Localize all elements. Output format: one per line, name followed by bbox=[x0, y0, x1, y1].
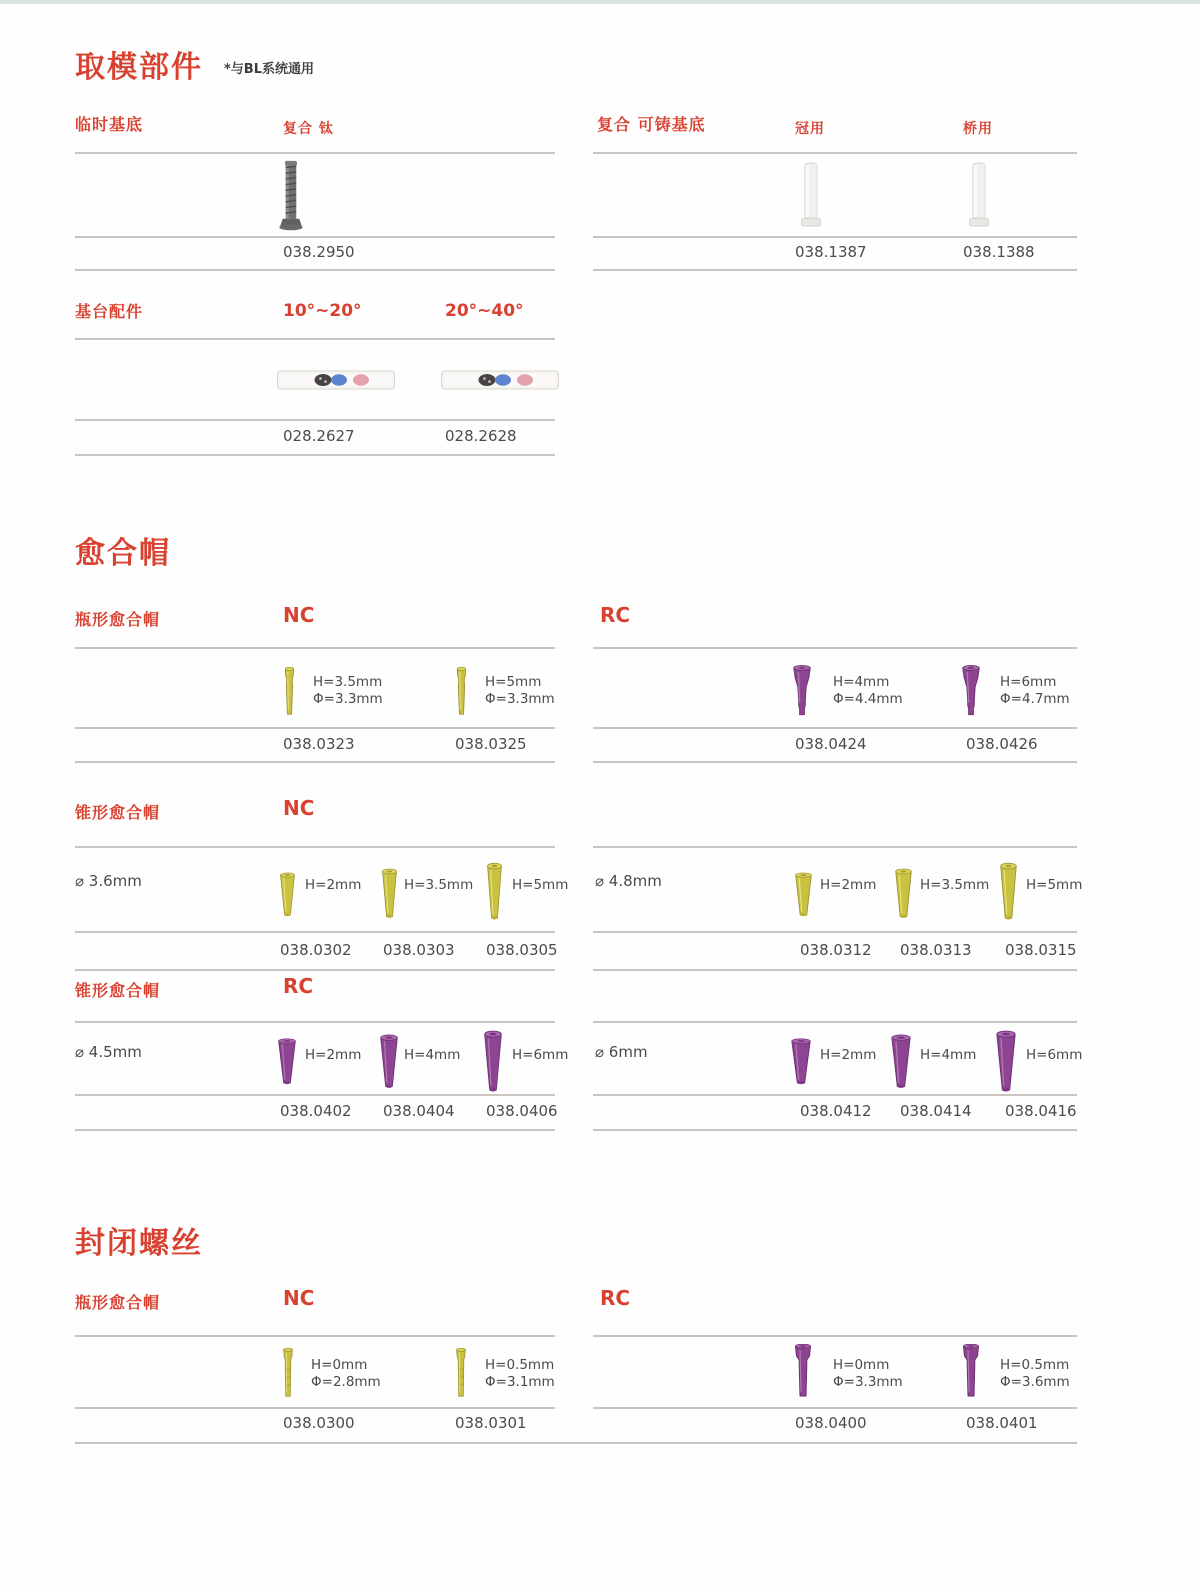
item-code: 038.1388 bbox=[963, 243, 1035, 261]
column-header-angle-10-20: 10°~20° bbox=[283, 301, 362, 321]
conical-healing-cap-icon bbox=[890, 1034, 912, 1090]
conical-healing-cap-icon bbox=[279, 872, 296, 918]
spec-height: H=3.5mm bbox=[313, 674, 383, 690]
divider bbox=[593, 1407, 1077, 1409]
divider bbox=[75, 969, 555, 971]
item-code: 038.1387 bbox=[795, 243, 867, 261]
item-code: 038.0401 bbox=[966, 1414, 1038, 1432]
column-header-rc: RC bbox=[283, 974, 314, 998]
section-title-closure-screws: 封闭螺丝 bbox=[75, 1226, 203, 1261]
spec-height: H=0mm bbox=[833, 1357, 890, 1373]
item-code: 038.0424 bbox=[795, 735, 867, 753]
conical-healing-cap-icon bbox=[894, 868, 913, 920]
item-code: 038.0426 bbox=[966, 735, 1038, 753]
divider bbox=[593, 1021, 1077, 1023]
divider bbox=[593, 647, 1077, 649]
spec-height: H=2mm bbox=[820, 877, 877, 893]
conical-healing-cap-icon bbox=[999, 862, 1018, 922]
spec-height: H=2mm bbox=[305, 877, 362, 893]
divider bbox=[593, 846, 1077, 848]
table-label-conical-healing-cap: 锥形愈合帽 bbox=[75, 981, 161, 1000]
divider bbox=[593, 269, 1077, 271]
spec-height: H=6mm bbox=[1026, 1047, 1083, 1063]
column-header-bridge: 桥用 bbox=[963, 121, 993, 137]
conical-healing-cap-icon bbox=[995, 1030, 1017, 1094]
conical-healing-cap-icon bbox=[381, 868, 398, 920]
divider bbox=[75, 1094, 555, 1096]
divider bbox=[593, 761, 1077, 763]
divider bbox=[593, 931, 1077, 933]
spec-height: H=0.5mm bbox=[485, 1357, 555, 1373]
table-label-bottle-healing-cap: 瓶形愈合帽 bbox=[75, 610, 161, 629]
item-code: 038.0325 bbox=[455, 735, 527, 753]
divider bbox=[75, 1407, 555, 1409]
blister-strip-icon bbox=[276, 366, 396, 394]
item-code: 038.0406 bbox=[486, 1102, 558, 1120]
divider bbox=[75, 761, 555, 763]
castable-cylinder-icon bbox=[797, 160, 825, 230]
column-header-crown: 冠用 bbox=[795, 121, 825, 137]
spec-diameter: Φ=4.7mm bbox=[1000, 691, 1070, 707]
divider bbox=[75, 338, 555, 340]
conical-healing-cap-icon bbox=[379, 1034, 399, 1090]
divider bbox=[75, 1129, 555, 1131]
item-code: 038.0323 bbox=[283, 735, 355, 753]
divider bbox=[75, 1442, 1077, 1444]
item-code: 038.0312 bbox=[800, 941, 872, 959]
item-code: 038.2950 bbox=[283, 243, 355, 261]
page-top-edge bbox=[0, 0, 1200, 4]
divider bbox=[75, 454, 555, 456]
spec-height: H=4mm bbox=[833, 674, 890, 690]
item-code: 038.0305 bbox=[486, 941, 558, 959]
row-diameter-label: ⌀ 3.6mm bbox=[75, 872, 142, 890]
divider bbox=[593, 1129, 1077, 1131]
spec-height: H=0mm bbox=[311, 1357, 368, 1373]
divider bbox=[593, 1094, 1077, 1096]
bottle-healing-cap-icon bbox=[791, 664, 813, 720]
spec-height: H=2mm bbox=[820, 1047, 877, 1063]
divider bbox=[75, 647, 555, 649]
row-diameter-label: ⌀ 6mm bbox=[595, 1043, 648, 1061]
spec-height: H=4mm bbox=[404, 1047, 461, 1063]
item-code: 038.0302 bbox=[280, 941, 352, 959]
bottle-healing-cap-icon bbox=[282, 666, 297, 718]
conical-healing-cap-icon bbox=[790, 1038, 812, 1086]
divider bbox=[593, 727, 1077, 729]
item-code: 038.0404 bbox=[383, 1102, 455, 1120]
spec-diameter: Φ=3.3mm bbox=[485, 691, 555, 707]
castable-cylinder-icon bbox=[965, 160, 993, 230]
column-header-nc: NC bbox=[283, 1286, 315, 1310]
table-label-castable-base: 复合 可铸基底 bbox=[597, 115, 706, 134]
divider bbox=[75, 269, 555, 271]
conical-healing-cap-icon bbox=[794, 872, 813, 918]
item-code: 038.0402 bbox=[280, 1102, 352, 1120]
divider bbox=[593, 969, 1077, 971]
divider bbox=[75, 1021, 555, 1023]
item-code: 038.0416 bbox=[1005, 1102, 1077, 1120]
spec-diameter: Φ=4.4mm bbox=[833, 691, 903, 707]
section-title-impression-parts: 取模部件 bbox=[75, 50, 203, 85]
spec-height: H=0.5mm bbox=[1000, 1357, 1070, 1373]
closure-screw-icon bbox=[793, 1344, 813, 1402]
item-code: 038.0301 bbox=[455, 1414, 527, 1432]
column-header-nc: NC bbox=[283, 603, 315, 627]
divider bbox=[75, 236, 555, 238]
closure-screw-icon bbox=[961, 1344, 981, 1402]
spec-height: H=2mm bbox=[305, 1047, 362, 1063]
item-code: 028.2628 bbox=[445, 427, 517, 445]
row-diameter-label: ⌀ 4.8mm bbox=[595, 872, 662, 890]
titanium-temporary-abutment-icon bbox=[276, 158, 306, 234]
divider bbox=[593, 152, 1077, 154]
column-header-rc: RC bbox=[600, 1286, 631, 1310]
item-code: 038.0400 bbox=[795, 1414, 867, 1432]
spec-height: H=5mm bbox=[512, 877, 569, 893]
divider bbox=[593, 1335, 1077, 1337]
item-code: 028.2627 bbox=[283, 427, 355, 445]
item-code: 038.0315 bbox=[1005, 941, 1077, 959]
section-title-healing-caps: 愈合帽 bbox=[75, 536, 171, 571]
spec-diameter: Φ=3.3mm bbox=[833, 1374, 903, 1390]
bottle-healing-cap-icon bbox=[960, 664, 982, 720]
conical-healing-cap-icon bbox=[483, 1030, 503, 1094]
item-code: 038.0313 bbox=[900, 941, 972, 959]
table-label-conical-healing-cap: 锥形愈合帽 bbox=[75, 803, 161, 822]
divider bbox=[75, 931, 555, 933]
divider bbox=[75, 419, 555, 421]
spec-height: H=6mm bbox=[512, 1047, 569, 1063]
conical-healing-cap-icon bbox=[277, 1038, 297, 1086]
table-label-temporary-base: 临时基底 bbox=[75, 115, 144, 134]
table-label-abutment-accessories: 基台配件 bbox=[75, 302, 144, 321]
divider bbox=[75, 152, 555, 154]
spec-height: H=5mm bbox=[1026, 877, 1083, 893]
spec-diameter: Φ=2.8mm bbox=[311, 1374, 381, 1390]
spec-diameter: Φ=3.1mm bbox=[485, 1374, 555, 1390]
conical-healing-cap-icon bbox=[486, 862, 503, 922]
spec-diameter: Φ=3.6mm bbox=[1000, 1374, 1070, 1390]
spec-height: H=3.5mm bbox=[404, 877, 474, 893]
column-header-nc: NC bbox=[283, 796, 315, 820]
divider bbox=[593, 236, 1077, 238]
divider bbox=[75, 727, 555, 729]
column-header-angle-20-40: 20°~40° bbox=[445, 301, 524, 321]
spec-height: H=4mm bbox=[920, 1047, 977, 1063]
closure-screw-icon bbox=[281, 1348, 295, 1400]
row-diameter-label: ⌀ 4.5mm bbox=[75, 1043, 142, 1061]
item-code: 038.0412 bbox=[800, 1102, 872, 1120]
spec-height: H=5mm bbox=[485, 674, 542, 690]
divider bbox=[75, 1335, 555, 1337]
closure-screw-icon bbox=[454, 1348, 468, 1400]
column-header-rc: RC bbox=[600, 603, 631, 627]
item-code: 038.0300 bbox=[283, 1414, 355, 1432]
section-note-bl-compatible: *与BL系统通用 bbox=[224, 62, 314, 77]
column-header-composite-titanium: 复合 钛 bbox=[283, 121, 334, 137]
item-code: 038.0414 bbox=[900, 1102, 972, 1120]
divider bbox=[75, 846, 555, 848]
spec-diameter: Φ=3.3mm bbox=[313, 691, 383, 707]
item-code: 038.0303 bbox=[383, 941, 455, 959]
spec-height: H=3.5mm bbox=[920, 877, 990, 893]
bottle-healing-cap-icon bbox=[454, 666, 469, 718]
table-label-bottle-healing-cap: 瓶形愈合帽 bbox=[75, 1293, 161, 1312]
spec-height: H=6mm bbox=[1000, 674, 1057, 690]
blister-strip-icon bbox=[440, 366, 560, 394]
